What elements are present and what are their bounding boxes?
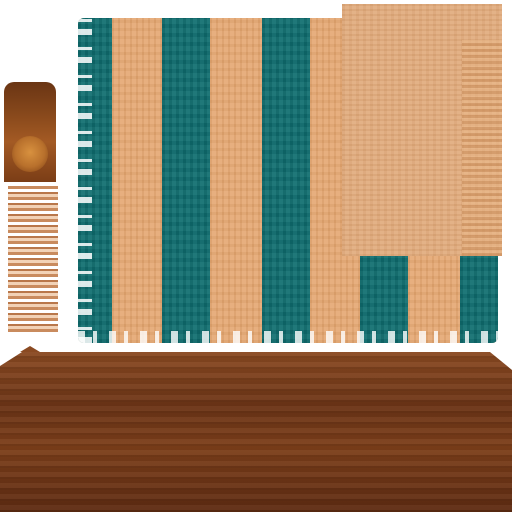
cloth-worn-edge xyxy=(78,18,92,343)
rope xyxy=(8,186,58,332)
wood-knot xyxy=(12,136,48,172)
cloth-worn-edge xyxy=(78,331,498,343)
wood-plank xyxy=(0,352,512,512)
stripe-teal xyxy=(262,18,310,343)
stripe-teal xyxy=(162,18,210,343)
stripe-tan xyxy=(112,18,162,343)
stripe-tan xyxy=(210,18,262,343)
canvas-fringe xyxy=(462,40,502,256)
